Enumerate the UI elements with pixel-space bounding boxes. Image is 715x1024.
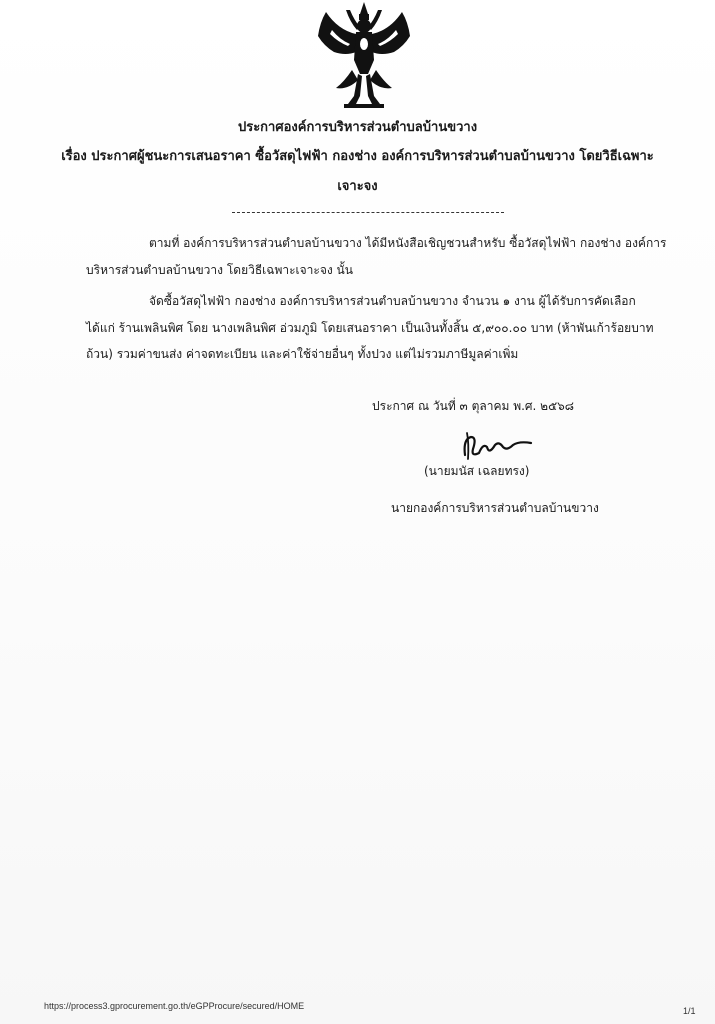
announcement-subject-continued: เจาะจง bbox=[337, 179, 378, 194]
page-number: 1/1 bbox=[683, 1006, 696, 1016]
announcement-date: ประกาศ ณ วันที่ ๓ ตุลาคม พ.ศ. ๒๕๖๘ bbox=[372, 399, 575, 413]
handwritten-signature bbox=[457, 425, 537, 465]
paragraph-1-line-1: ตามที่ องค์การบริหารส่วนตำบลบ้านขวาง ได้มีหนังสือเชิญชวนสำหรับ ซื้อวัสดุไฟฟ้า กองช่าง องค์การ bbox=[149, 236, 667, 250]
signatory-position: นายกองค์การบริหารส่วนตำบลบ้านขวาง bbox=[391, 501, 599, 515]
footer-url: https://process3.gprocurement.go.th/eGPProcure/secured/HOME bbox=[44, 1001, 305, 1011]
paragraph-2-line-1: จัดซื้อวัสดุไฟฟ้า กองช่าง องค์การบริหารส่วนตำบลบ้านขวาง จำนวน ๑ งาน ผู้ได้รับการคัดเลือก bbox=[149, 294, 636, 308]
garuda-emblem-icon bbox=[314, 0, 414, 112]
announcement-title: ประกาศองค์การบริหารส่วนตำบลบ้านขวาง bbox=[237, 120, 478, 135]
signatory-name: (นายมนัส เฉลยทรง) bbox=[424, 464, 530, 478]
paragraph-2-line-3: ถ้วน) รวมค่าขนส่ง ค่าจดทะเบียน และค่าใช้จ่ายอื่นๆ ทั้งปวง แต่ไม่รวมภาษีมูลค่าเพิ่ม bbox=[86, 347, 519, 361]
paragraph-2-line-2: ได้แก่ ร้านเพลินพิศ โดย นางเพลินพิศ อ่วมภูมิ โดยเสนอราคา เป็นเงินทั้งสิ้น ๕,๙๐๐.๐๐ บาท (ห้าพันเก้าร้อยบาท bbox=[86, 321, 654, 335]
paragraph-1-line-2: บริหารส่วนตำบลบ้านขวาง โดยวิธีเฉพาะเจาะจง นั้น bbox=[86, 263, 353, 277]
header-divider bbox=[232, 212, 504, 213]
announcement-subject: เรื่อง ประกาศผู้ชนะการเสนอราคา ซื้อวัสดุไฟฟ้า กองช่าง องค์การบริหารส่วนตำบลบ้านขวาง โดยวิธีเฉพาะ bbox=[61, 149, 654, 164]
